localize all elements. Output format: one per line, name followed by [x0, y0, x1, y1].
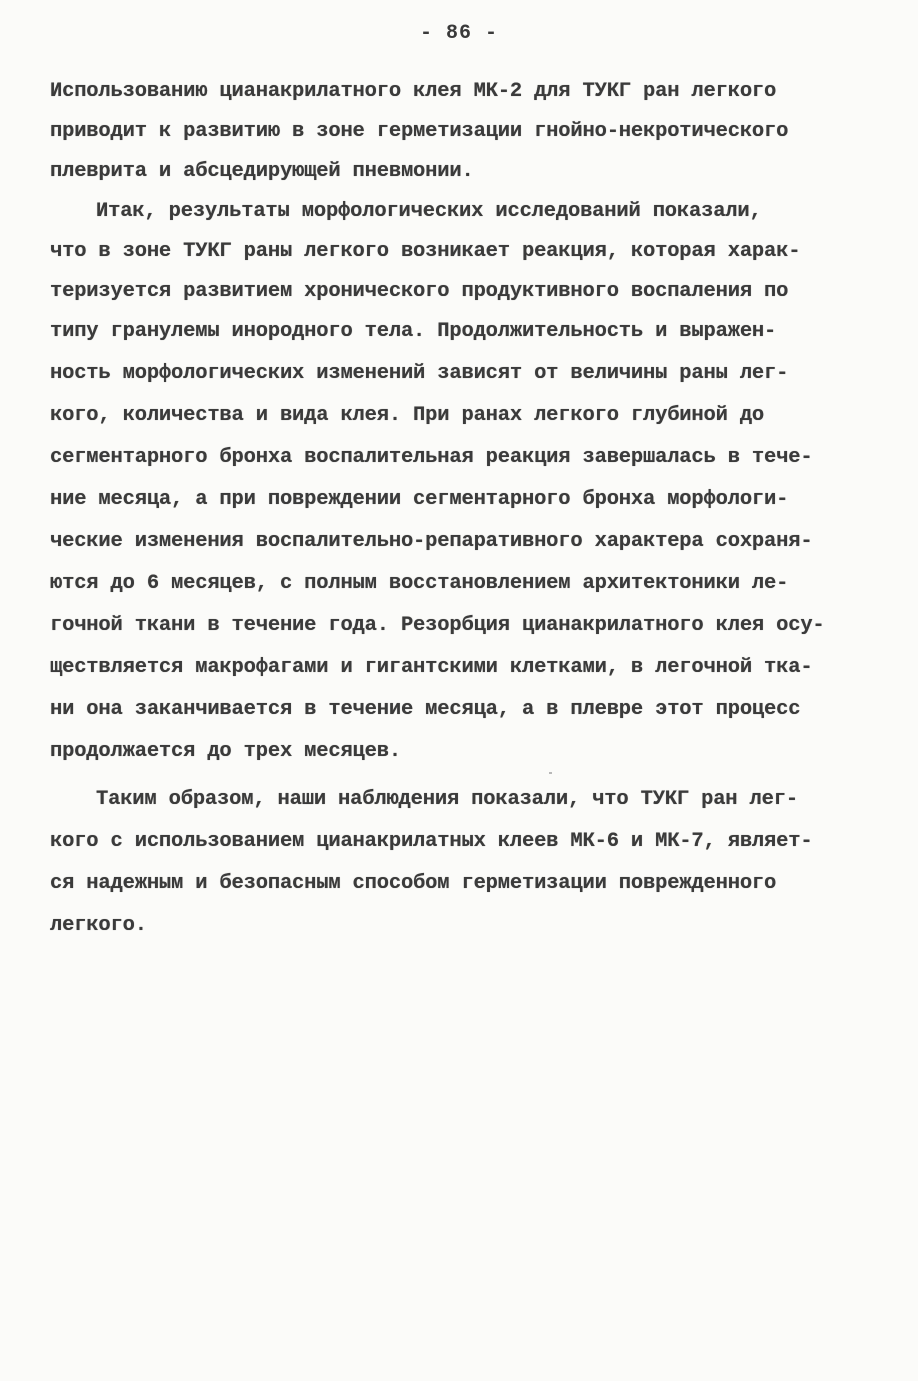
text-line: легкого. [50, 914, 147, 937]
scan-speck [549, 772, 552, 774]
text-line: кого, количества и вида клея. При ранах легкого глубиной до [50, 404, 765, 427]
text-line: ние месяца, а при повреждении сегментарного бронха морфологи- [50, 488, 789, 511]
text-line: что в зоне ТУКГ раны легкого возникает реакция, которая харак- [50, 240, 801, 263]
text-line: приводит к развитию в зоне герметизации гнойно-некротического [50, 120, 789, 143]
page-number: - 86 - [419, 22, 498, 45]
text-line: гочной ткани в течение года. Резорбция цианакрилатного клея осу- [50, 614, 825, 637]
text-line: ся надежным и безопасным способом герметизации поврежденного [50, 872, 777, 895]
text-line: ность морфологических изменений зависят от величины раны лег- [50, 362, 789, 385]
text-line: кого с использованием цианакрилатных клеев МК-6 и МК-7, являет- [50, 830, 813, 853]
text-line: Таким образом, наши наблюдения показали, что ТУКГ ран лег- [96, 788, 798, 811]
text-line: ществляется макрофагами и гигантскими клетками, в легочной тка- [50, 656, 813, 679]
text-line: типу гранулемы инородного тела. Продолжительность и выражен- [50, 320, 777, 343]
text-line: плеврита и абсцедирующей пневмонии. [50, 160, 474, 183]
text-line: Итак, результаты морфологических исследований показали, [96, 200, 762, 223]
text-line: сегментарного бронха воспалительная реакция завершалась в тече- [50, 446, 813, 469]
text-line: ются до 6 месяцев, с полным восстановлением архитектоники ле- [50, 572, 789, 595]
text-line: продолжается до трех месяцев. [50, 740, 401, 763]
text-line: теризуется развитием хронического продуктивного воспаления по [50, 280, 789, 303]
text-line: ческие изменения воспалительно-репаративного характера сохраня- [50, 530, 813, 553]
text-line: Использованию цианакрилатного клея МК-2 для ТУКГ ран легкого [50, 80, 777, 103]
text-line: ни она заканчивается в течение месяца, а в плевре этот процесс [50, 698, 801, 721]
